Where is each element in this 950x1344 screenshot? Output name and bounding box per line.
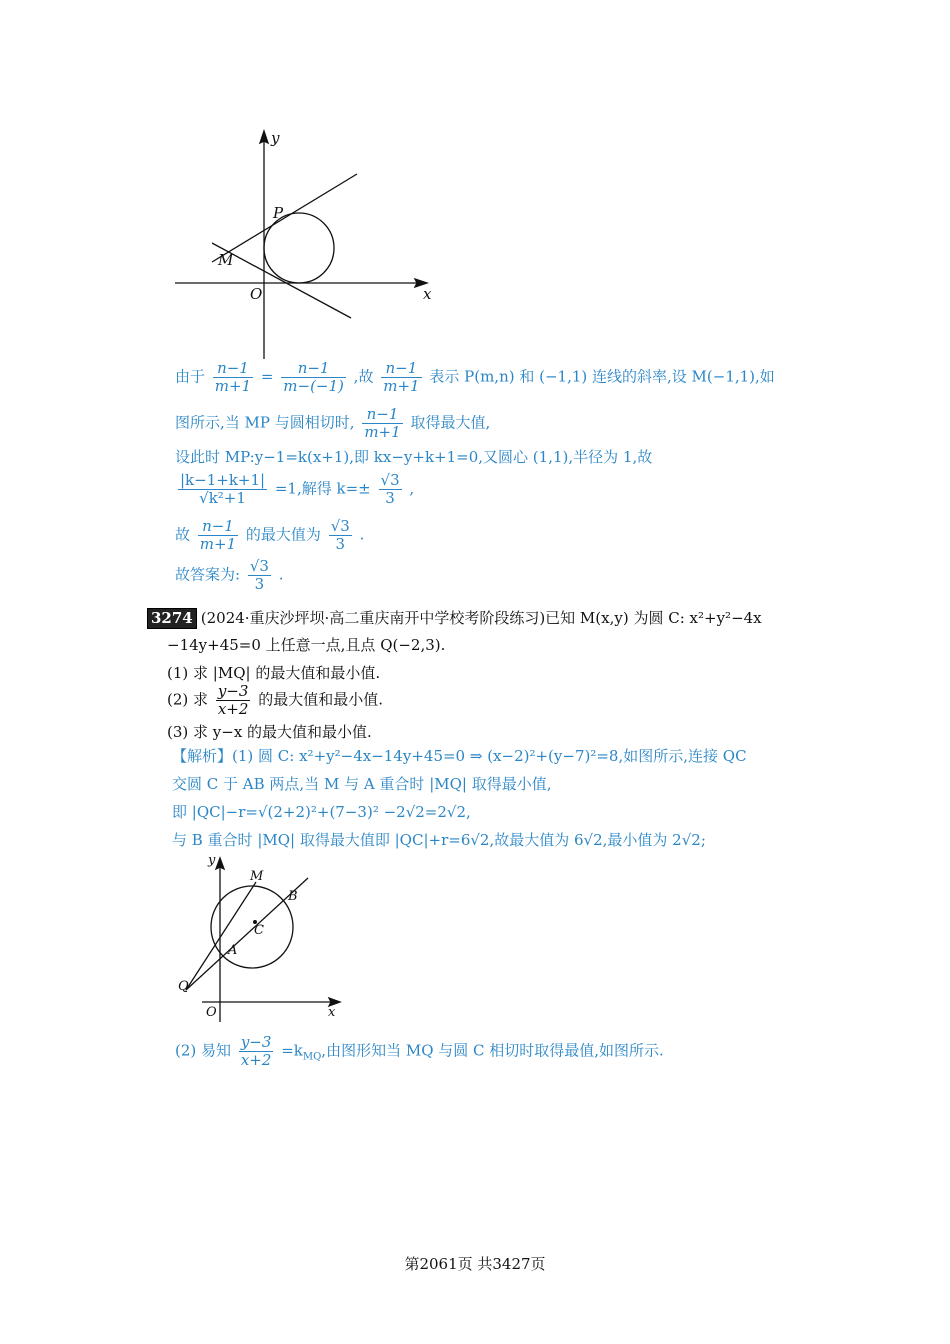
fraction: [178, 472, 267, 507]
denominator: 3: [385, 489, 395, 507]
sol1-text: 图所示,当 MP 与圆相切时,: [175, 413, 355, 432]
sol1-line-6: [175, 558, 284, 593]
page-footer: 第2061页 共3427页: [404, 1255, 546, 1273]
problem-q2: [167, 683, 383, 718]
sol2-line-3: [172, 801, 471, 822]
fig2-m-label: M: [250, 869, 264, 884]
fig2-origin-label: O: [206, 1005, 217, 1020]
tangent-line-upper: [212, 174, 357, 262]
numerator: y−3: [217, 682, 249, 700]
equals-sign: =: [260, 367, 274, 386]
problem-line-1: [147, 607, 762, 629]
denominator: 3: [254, 575, 265, 593]
sol2-line-5: [175, 1034, 664, 1069]
fig1-y-label: y: [271, 129, 280, 147]
fig2-c-label: C: [254, 923, 264, 938]
numerator: |k−1+k+1|: [180, 471, 266, 489]
y-axis-arrow: [216, 858, 224, 869]
numerator: √3: [380, 471, 400, 489]
fig2-x-label: x: [328, 1005, 336, 1020]
fig1-x-label: x: [423, 285, 432, 303]
numerator: n−1: [381, 360, 421, 378]
denominator: m+1: [199, 535, 237, 553]
numerator: y−3: [240, 1033, 272, 1051]
problem-text: (2024·重庆沙坪坝·高二重庆南开中学校考阶段练习)已知 M(x,y) 为圆 C: x²+y²−4x: [200, 609, 762, 627]
numerator: n−1: [213, 360, 253, 378]
fig1-origin-label: O: [250, 285, 263, 303]
sol2-text: 即 |QC|−r=√(2+2)²+(7−3)² −2√2=2√2,: [172, 803, 471, 821]
numerator: √3: [330, 517, 350, 535]
sol1-line-1: [175, 360, 775, 395]
y-axis-arrow: [260, 131, 268, 143]
numerator: √3: [249, 557, 269, 575]
solution-part-2: [175, 1034, 815, 1074]
denominator: 3: [335, 535, 346, 553]
solution-block-1: [175, 359, 815, 593]
sol1-text: 设此时 MP:y−1=k(x+1),即 kx−y+k+1=0,又圆心 (1,1),半径为 1,故: [175, 448, 653, 466]
sol1-text: ,故: [353, 367, 374, 386]
problem-q1: [167, 662, 380, 683]
sol2-line-4: [172, 829, 706, 850]
sol2-text: 交圆 C 于 AB 两点,当 M 与 A 重合时 |MQ| 取得最小值,: [172, 775, 552, 793]
denominator: m+1: [214, 377, 252, 395]
problem-number-badge: 3274: [147, 608, 197, 629]
fig1-m-label: M: [218, 251, 234, 269]
denominator: m+1: [383, 377, 420, 395]
fraction: [329, 518, 352, 553]
sol1-text: =1,解得 k=±: [274, 479, 371, 498]
question-text: 的最大值和最小值.: [258, 690, 383, 709]
sol2-text: ,由图形知当 MQ 与圆 C 相切时取得最值,如图所示.: [321, 1041, 664, 1060]
sol1-line-2: [175, 406, 490, 441]
numerator: n−1: [198, 518, 238, 536]
numerator: n−1: [362, 406, 402, 424]
denominator: x+2: [240, 1051, 272, 1069]
subscript: MQ: [302, 1051, 322, 1063]
sol2-text: 与 B 重合时 |MQ| 取得最大值即 |QC|+r=6√2,故最大值为 6√2,最小值为 2√2;: [172, 831, 706, 849]
sol1-line-5: [175, 518, 364, 553]
sol1-line-4: [175, 472, 414, 507]
sol1-text: 的最大值为: [245, 525, 321, 544]
fraction: [381, 360, 421, 395]
numerator: n−1: [281, 360, 346, 378]
problem-3274: [147, 607, 827, 747]
problem-text: −14y+45=0 上任意一点,且点 Q(−2,3).: [167, 636, 446, 654]
solution-block-2: [172, 745, 832, 849]
fig1-p-label: P: [273, 204, 284, 222]
sol2-text: =k: [281, 1041, 303, 1060]
sol1-text: 取得最大值,: [410, 413, 491, 432]
question-text: (2) 求: [167, 690, 209, 709]
fraction: [362, 406, 402, 441]
fig2-y-label: y: [208, 853, 216, 868]
sol2-text: (1) 圆 C: x²+y²−4x−14y+45=0 ⇒ (x−2)²+(y−7)²=8,如图所示,连接 QC: [232, 747, 747, 765]
fraction: [281, 360, 346, 395]
fraction: [239, 1034, 274, 1069]
fraction: [216, 683, 251, 718]
fraction: [198, 518, 238, 553]
sol1-text: .: [278, 565, 284, 584]
denominator: m−(−1): [283, 377, 344, 395]
sol2-line-1: [172, 745, 747, 766]
fraction: [379, 472, 402, 507]
sol1-text: ,: [409, 479, 415, 498]
sol2-line-2: [172, 773, 552, 794]
fraction: [248, 558, 271, 593]
sol2-text: (2) 易知: [175, 1041, 232, 1060]
sol1-text: 表示 P(m,n) 和 (−1,1) 连线的斜率,设 M(−1,1),如: [429, 367, 775, 386]
sol1-text: 故答案为:: [175, 565, 241, 584]
analysis-tag: 【解析】: [172, 747, 233, 765]
sol1-text: 由于: [175, 367, 206, 386]
fig2-q-label: Q: [178, 979, 189, 994]
problem-line-2: [167, 634, 445, 655]
sol1-line-3: [175, 446, 652, 467]
denominator: √k²+1: [199, 489, 246, 507]
question-text: (3) 求 y−x 的最大值和最小值.: [167, 723, 372, 741]
figure-tangent-lines: [165, 125, 445, 365]
fig2-b-label: B: [288, 889, 298, 904]
fig2-a-label: A: [228, 943, 238, 958]
sol1-text: .: [359, 525, 365, 544]
sol1-text: 故: [175, 525, 191, 544]
question-text: (1) 求 |MQ| 的最大值和最小值.: [167, 664, 381, 682]
figure-circle-qc: [172, 850, 352, 1025]
fraction: [213, 360, 253, 395]
denominator: m+1: [364, 423, 401, 441]
denominator: x+2: [217, 700, 249, 718]
problem-q3: [167, 721, 372, 742]
